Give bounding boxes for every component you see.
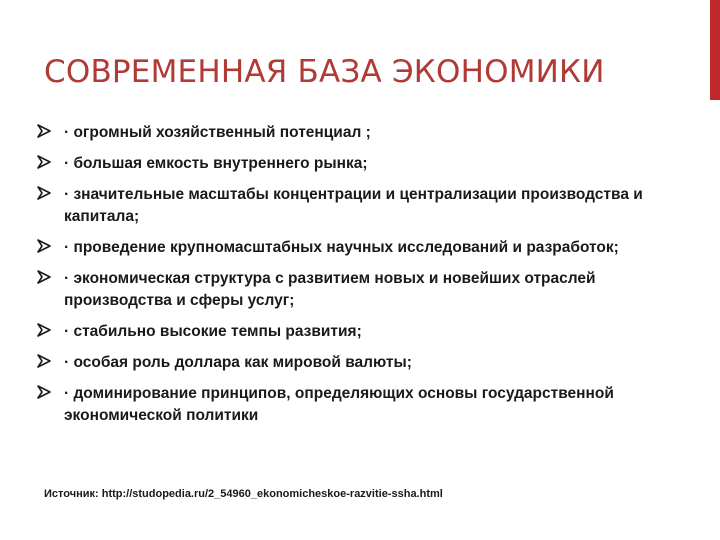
accent-bar [710, 0, 720, 100]
bullet-item-2 [36, 153, 676, 175]
slide-title: СОВРЕМЕННАЯ БАЗА ЭКОНОМИКИ [44, 54, 605, 90]
bullet-item-8 [36, 383, 676, 427]
bullet-text-4: · проведение крупномасштабных научных исследований и разработок; [64, 239, 619, 256]
arrow-right-icon [36, 384, 52, 400]
bullet-item-5 [36, 268, 676, 312]
bullet-text-7: · особая роль доллара как мировой валюты; [64, 354, 412, 371]
bullet-text-3: · значительные масштабы концентрации и централизации производства и капитала; [64, 186, 643, 225]
bullet-item-4 [36, 237, 676, 259]
bullet-text-5: · экономическая структура с развитием новых и новейших отраслей производства и сферы услуг; [64, 270, 596, 309]
arrow-right-icon [36, 269, 52, 285]
arrow-right-icon [36, 353, 52, 369]
accent-bar-lower [710, 100, 720, 540]
bullet-item-7 [36, 352, 676, 374]
bullet-text-2: · большая емкость внутреннего рынка; [64, 155, 368, 172]
bullet-list [36, 122, 676, 436]
arrow-right-icon [36, 185, 52, 201]
bullet-item-3 [36, 184, 676, 228]
source-note: Источник: http://studopedia.ru/2_54960_ekonomicheskoe-razvitie-ssha.html [44, 488, 443, 500]
bullet-text-8: · доминирование принципов, определяющих основы государственной экономической политики [64, 385, 614, 424]
arrow-right-icon [36, 238, 52, 254]
bullet-item-1 [36, 122, 676, 144]
arrow-right-icon [36, 123, 52, 139]
arrow-right-icon [36, 154, 52, 170]
bullet-item-6 [36, 321, 676, 343]
bullet-text-1: · огромный хозяйственный потенциал ; [64, 124, 371, 141]
bullet-text-6: · стабильно высокие темпы развития; [64, 323, 362, 340]
arrow-right-icon [36, 322, 52, 338]
